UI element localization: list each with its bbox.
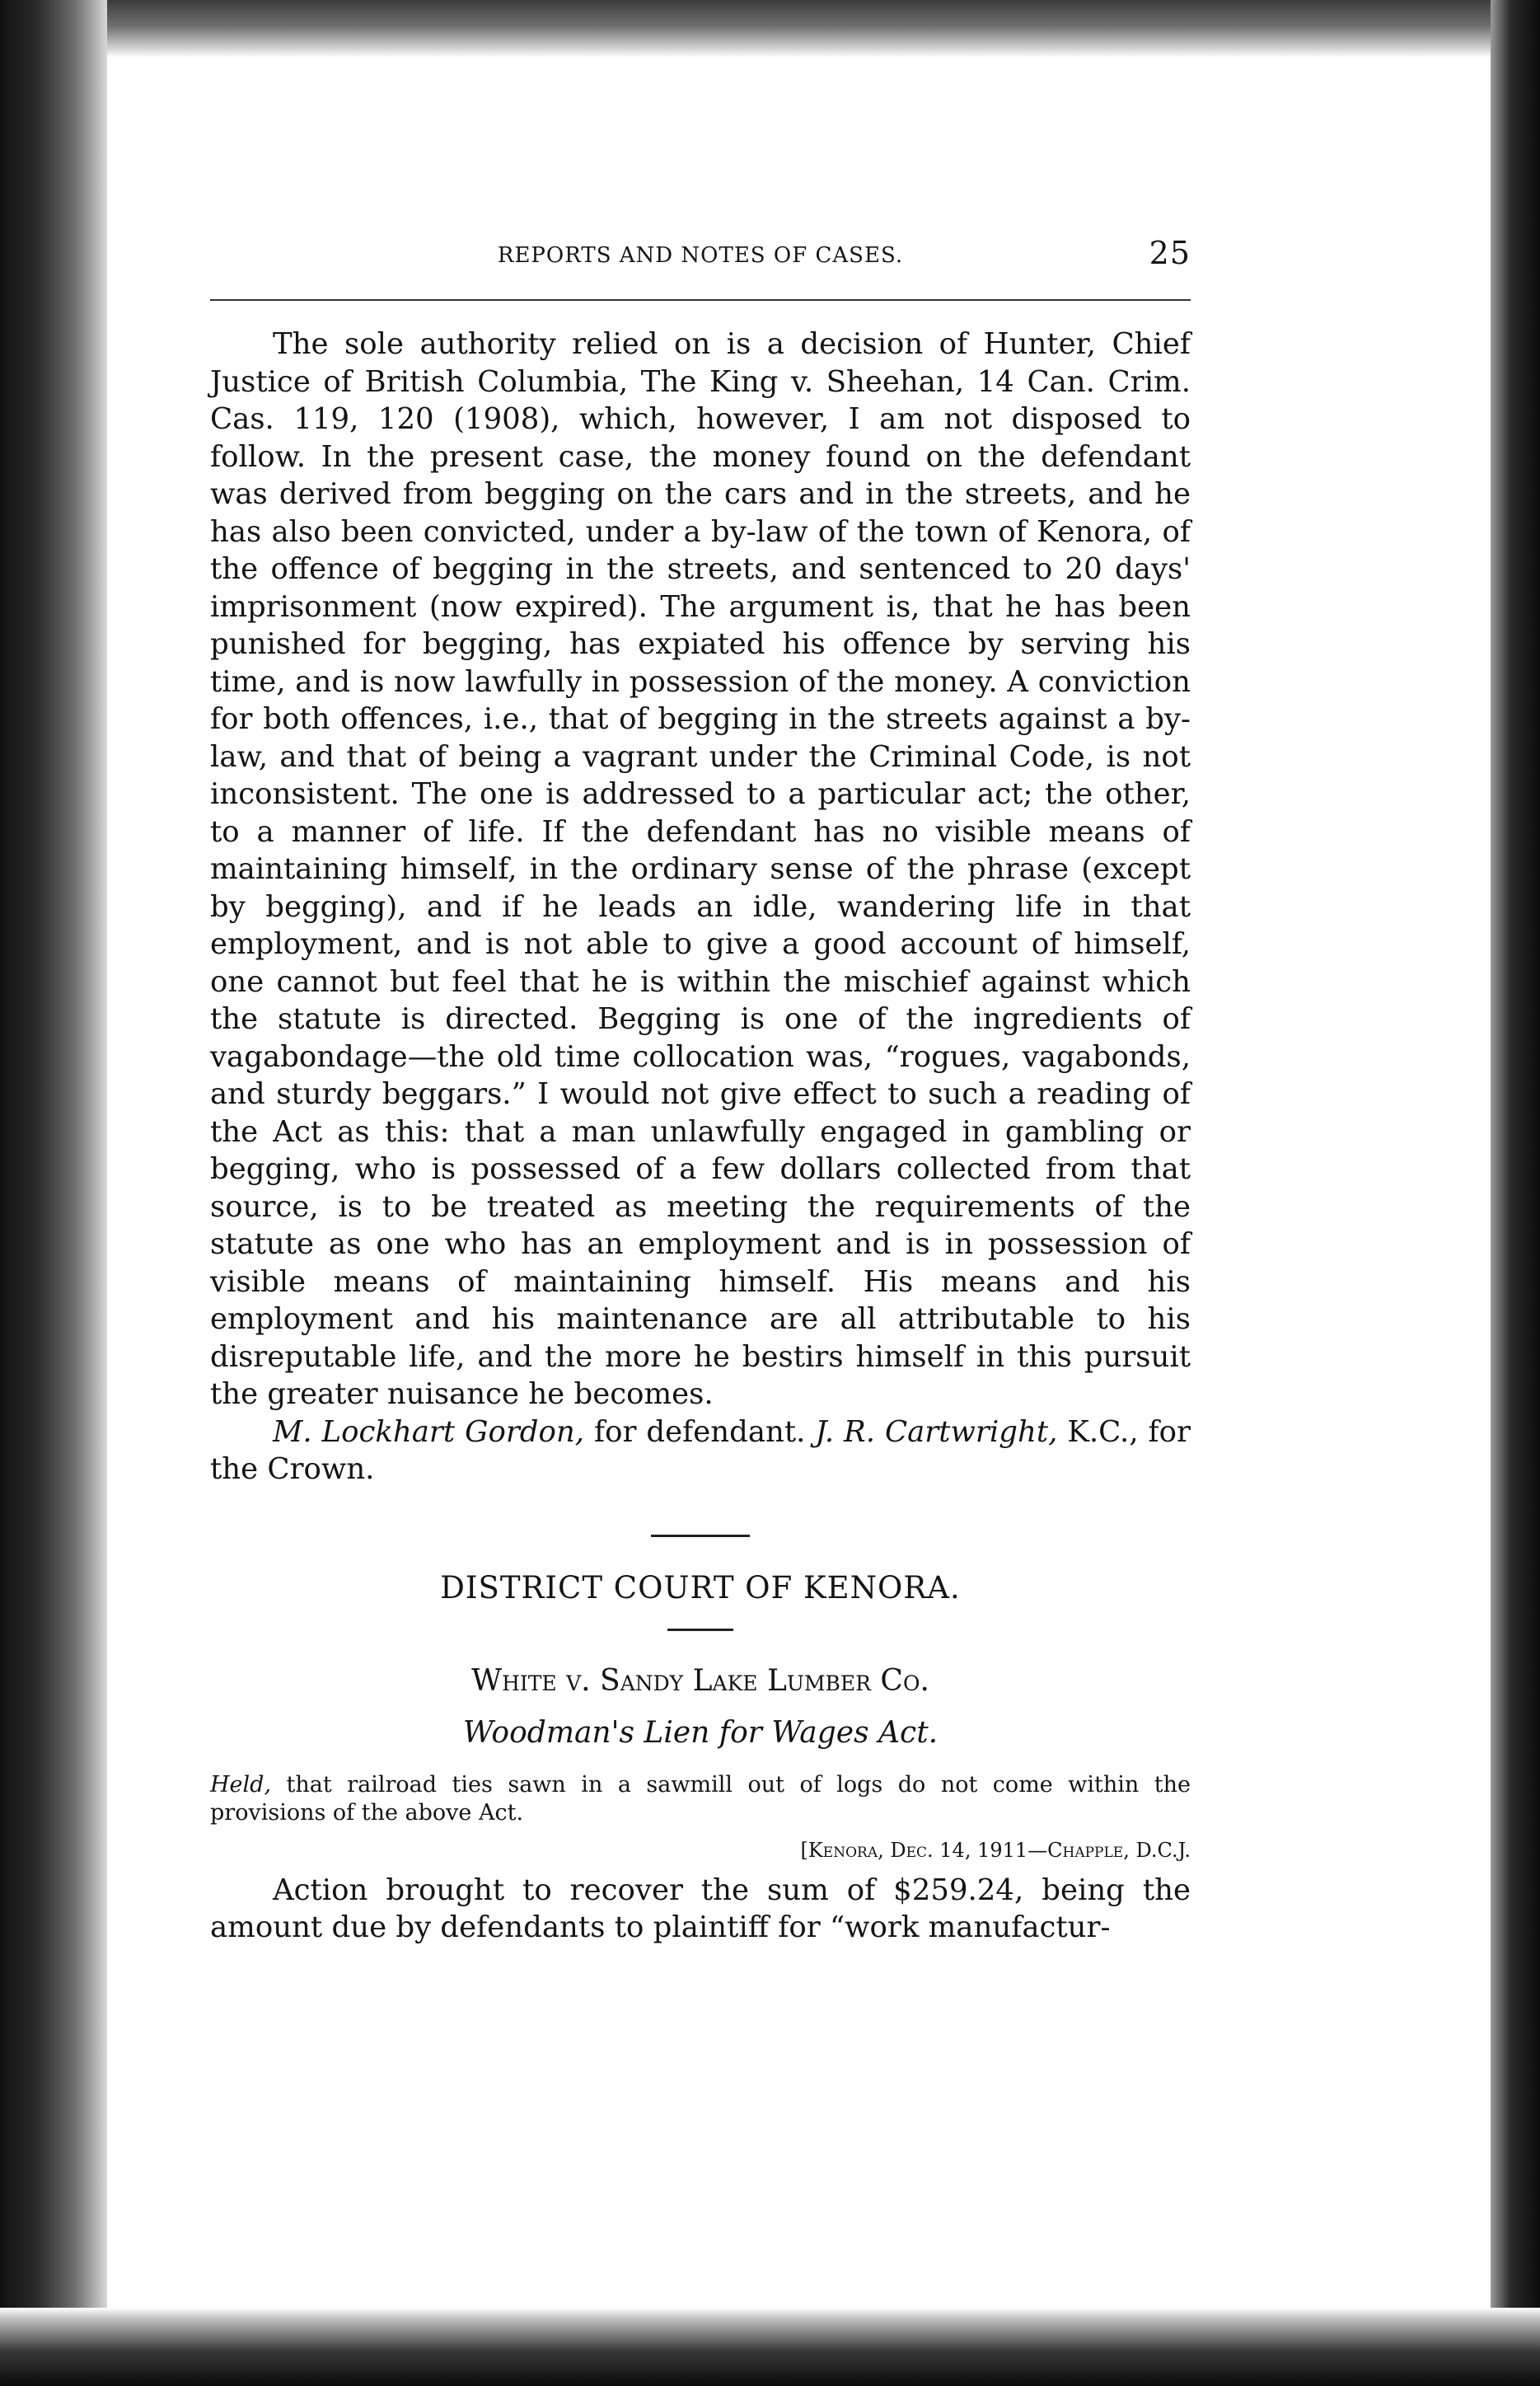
scan-border-bottom: [0, 2308, 1540, 2386]
action-paragraph: Action brought to recover the sum of $259.24, being the amount due by defendants to plaintiff for “work manufactur-: [210, 1873, 1191, 1944]
page-content: [210, 235, 1191, 1947]
running-head: [210, 235, 1191, 284]
scan-border-right: [1491, 0, 1540, 2386]
headnote: [210, 1771, 1191, 1827]
case-citation: [Kenora, Dec. 14, 1911—Chapple, D.C.J.: [800, 1838, 1191, 1862]
headnote-label: Held,: [210, 1771, 272, 1798]
running-head-title: REPORTS AND NOTES OF CASES.: [497, 243, 904, 268]
case-name: White v. Sandy Lake Lumber Co.: [471, 1663, 929, 1698]
scan-border-top: [0, 0, 1540, 58]
section-divider: [651, 1535, 750, 1537]
court-heading: DISTRICT COURT OF KENORA.: [440, 1569, 961, 1606]
header-rule: [210, 299, 1191, 301]
heading-divider: [667, 1629, 733, 1631]
page-number: 25: [1149, 235, 1191, 271]
crown-counsel-role: K.C., for the Crown.: [210, 1414, 1191, 1486]
defendant-counsel-name: M. Lockhart Gordon,: [273, 1414, 585, 1449]
judgment-paragraph: The sole authority relied on is a decision of Hunter, Chief Justice of British Columbia, The King v. Sheehan, 14 Can. Crim. Cas. 119, 120 (1908), which, however, I am not disposed to follow. In the present case, the money found on the defendant was derived from begging on the cars and in the streets, and he has also been convicted, under a by-law of the town of Kenora, of the offence of begging in the streets, and sentenced to 20 days' imprisonment (now expired). The argument is, that he has been punished for begging, has expiated his offence by serving his time, and is now lawfully in possession of the money. A conviction for both offences, i.e., that of begging in the streets against a by-law, and that of being a vagrant under the Criminal Code, is not inconsistent. The one is addressed to a particular act; the other, to a manner of life. If the defendant has no visible means of maintaining himself, in the ordinary sense of the phrase (except by begging), and if he leads an idle, wandering life in that employment, and is not able to give a good account of himself, one cannot but feel that he is within the mischief against which the statute is directed. Begging is one of the ingredients of vagabondage—the old time collocation was, “rogues, vagabonds, and sturdy beggars.” I would not give effect to such a reading of the Act as this: that a man unlawfully engaged in gambling or begging, who is possessed of a few dollars collected from that source, is to be treated as meeting the requirements of the statute as one who has an employment and is in possession of visible means of maintaining himself. His means and his employment and his maintenance are all attributable to his disreputable life, and the more he bestirs himself in this pursuit the greater nuisance he becomes.: [210, 327, 1191, 1411]
scan-border-left: [0, 0, 107, 2386]
headnote-text: that railroad ties sawn in a sawmill out of logs do not come within the provisions of the above Act.: [210, 1771, 1191, 1826]
case-subject: Woodman's Lien for Wages Act.: [462, 1715, 939, 1750]
crown-counsel-name: J. R. Cartwright,: [815, 1414, 1058, 1449]
counsel-line: [210, 1413, 1191, 1488]
defendant-counsel-role: for defendant.: [584, 1414, 816, 1449]
